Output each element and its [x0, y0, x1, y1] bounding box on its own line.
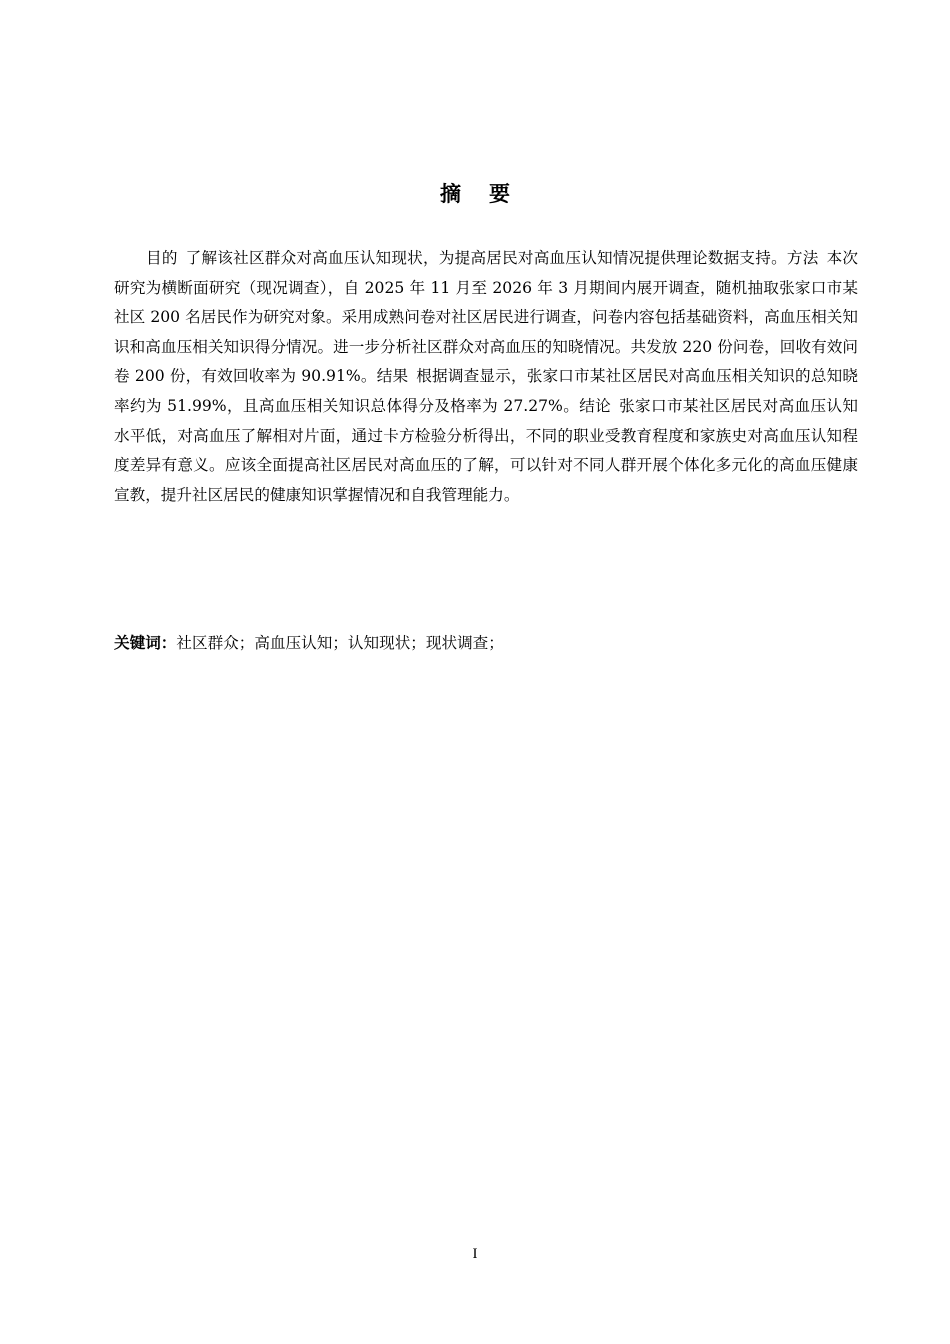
- method-label: 方法: [786, 249, 819, 267]
- abstract-body: [114, 244, 858, 510]
- result-text: 根据调查显示，张家口市某社区居民对高血压相关知识的总知晓率约为 51.99%，且高血压相关知识总体得分及格率为 27.27%。: [114, 367, 858, 415]
- method-text: 本次研究为横断面研究（现况调查），自 2025 年 11 月至 2026 年 3 月期间内展开调查，随机抽取张家口市某社区 200 名居民作为研究对象。采用成熟问卷对社区居民进行调查，问卷内容包括基础资料，高血压相关知识和高血压相关知识得分情况。进一步分析社区群众对高血压的知晓情况。共发放 220 份问卷，回收有效问卷 200 份，有效回收率为 90.91%。: [114, 249, 858, 386]
- page-number: I: [472, 1246, 478, 1262]
- purpose-text: 了解该社区群众对高血压认知现状，为提高居民对高血压认知情况提供理论数据支持。: [185, 249, 787, 267]
- abstract-title: 摘要: [440, 182, 538, 206]
- keywords-text: 社区群众；高血压认知；认知现状；现状调查；: [176, 634, 504, 652]
- keywords-label: 关键词：: [114, 634, 177, 652]
- conclusion-label: 结论: [579, 396, 612, 415]
- conclusion-text: 张家口市某社区居民对高血压认知水平低，对高血压了解相对片面，通过卡方检验分析得出，不同的职业受教育程度和家族史对高血压认知程度差异有意义。应该全面提高社区居民对高血压的了解，可以针对不同人群开展个体化多元化的高血压健康宣教，提升社区居民的健康知识掌握情况和自我管理能力。: [114, 396, 858, 504]
- keywords-line: [114, 629, 858, 658]
- purpose-label: 目的: [146, 249, 178, 267]
- result-label: 结果: [376, 367, 409, 386]
